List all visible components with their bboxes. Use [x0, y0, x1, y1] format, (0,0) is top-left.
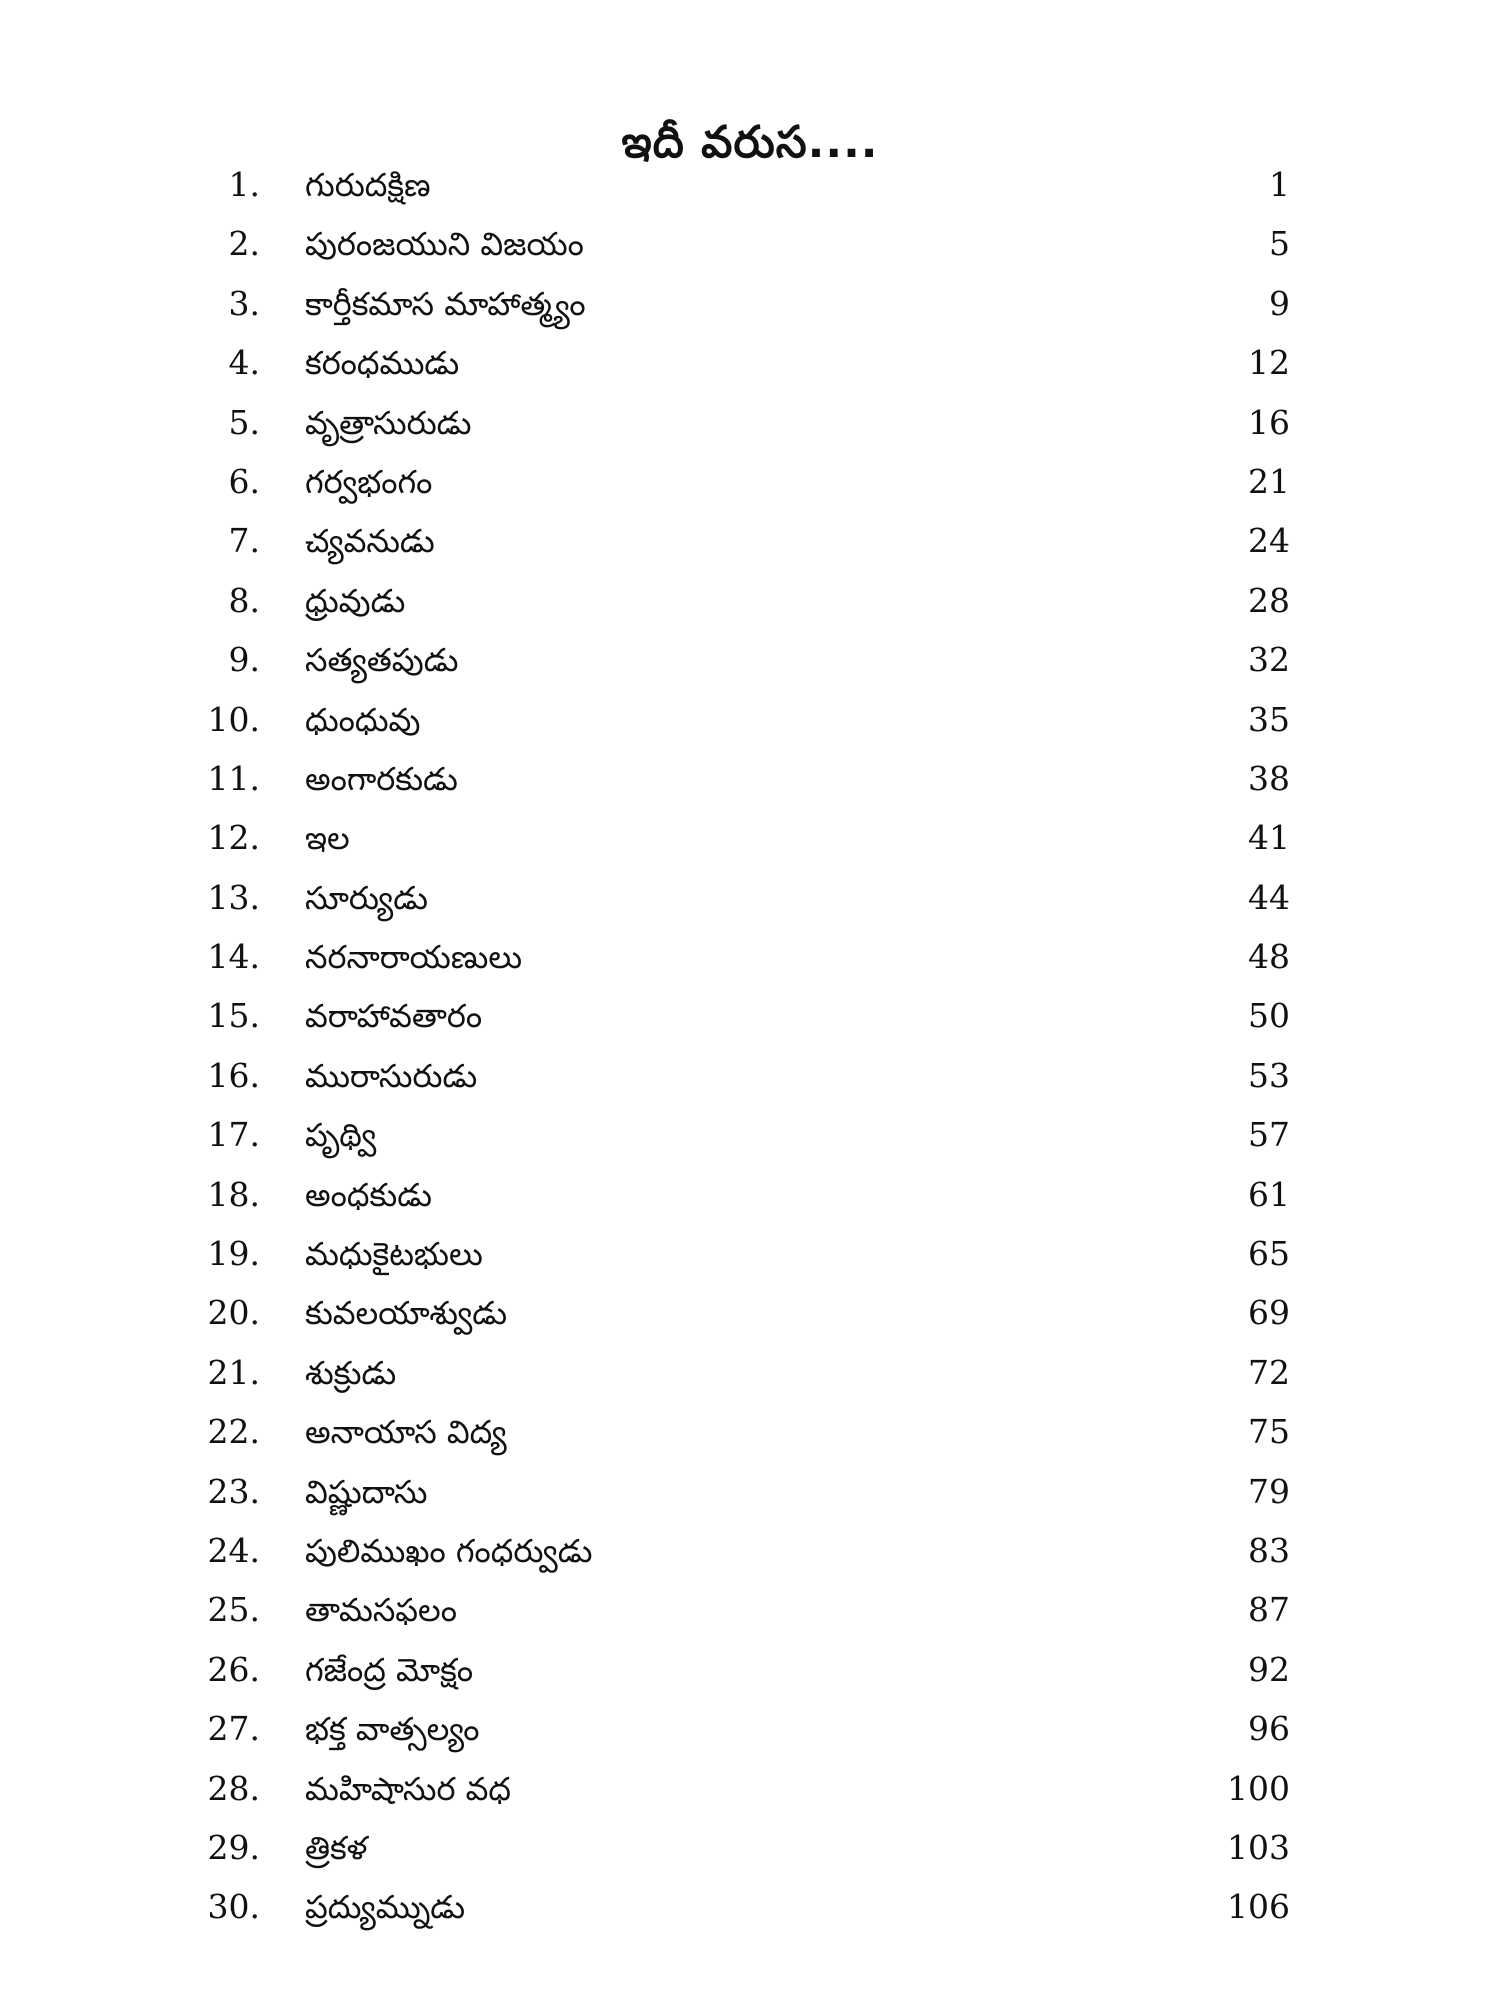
toc-entry-title: అంగారకుడు: [305, 759, 458, 798]
toc-entry: [0, 511, 1500, 570]
toc-entry-title: మధుకైటభులు: [305, 1235, 483, 1274]
toc-entry-page-number: 9: [1269, 283, 1290, 323]
toc-entry-number: 25.: [207, 1590, 260, 1630]
toc-entry-number: 14.: [207, 937, 260, 977]
toc-entry: [0, 1759, 1500, 1818]
toc-entry-number: 5.: [228, 402, 260, 442]
toc-entry-page-number: 21: [1248, 461, 1290, 501]
toc-entry: [0, 927, 1500, 986]
toc-entry-page-number: 35: [1248, 699, 1290, 739]
toc-entry-number: 28.: [207, 1768, 260, 1808]
toc-entry-number: 23.: [207, 1471, 260, 1511]
toc-entry-title: గర్వభంగం: [305, 462, 433, 501]
toc-entry-title: శుక్రుడు: [305, 1353, 397, 1392]
toc-entry: [0, 214, 1500, 273]
toc-entry: [0, 1046, 1500, 1105]
toc-entry-title: సత్యతపుడు: [305, 641, 459, 680]
toc-entry: [0, 1224, 1500, 1283]
toc-entry-page-number: 32: [1248, 640, 1290, 680]
toc-entry-page-number: 65: [1248, 1234, 1290, 1274]
toc-entry-title: పులిముఖం గంధర్వుడు: [305, 1531, 593, 1570]
toc-entry: [0, 1521, 1500, 1580]
toc-entry-number: 13.: [207, 877, 260, 917]
toc-entry-page-number: 75: [1248, 1412, 1290, 1452]
toc-entry-page-number: 100: [1227, 1768, 1290, 1808]
toc-entry-number: 8.: [228, 580, 260, 620]
toc-entry-title: పృథ్వి: [305, 1116, 377, 1155]
toc-entry-number: 12.: [207, 818, 260, 858]
toc-entry-page-number: 92: [1248, 1649, 1290, 1689]
toc-entry: [0, 274, 1500, 333]
toc-entry-page-number: 12: [1248, 343, 1290, 383]
toc-entry-title: నరనారాయణులు: [305, 938, 523, 977]
toc-entry: [0, 808, 1500, 867]
toc-entry: [0, 1462, 1500, 1521]
toc-entry-title: ఇల: [305, 819, 350, 858]
toc-entry: [0, 1580, 1500, 1639]
toc-entry-title: కార్తీకమాస మాహాత్మ్యం: [305, 284, 586, 323]
toc-entry-title: తామసఫలం: [305, 1591, 457, 1630]
toc-entry: [0, 1818, 1500, 1877]
toc-entry-number: 30.: [207, 1887, 260, 1927]
toc-entry-number: 16.: [207, 1055, 260, 1095]
toc-entry-title: అంధకుడు: [305, 1175, 432, 1214]
toc-entry-title: గజేంద్ర మోక్షం: [305, 1650, 474, 1689]
toc-entry: [0, 1877, 1500, 1936]
toc-entry-page-number: 72: [1248, 1352, 1290, 1392]
toc-entry: [0, 1699, 1500, 1758]
toc-entry: [0, 749, 1500, 808]
toc-entry-title: వృత్రాసురుడు: [305, 403, 472, 442]
toc-entry-page-number: 53: [1248, 1055, 1290, 1095]
toc-entry-title: అనాయాస విద్య: [305, 1413, 507, 1452]
toc-entry-number: 29.: [207, 1827, 260, 1867]
toc-entry-title: ప్రద్యుమ్నుడు: [305, 1888, 466, 1927]
toc-entry-number: 18.: [207, 1174, 260, 1214]
toc-entry-number: 15.: [207, 996, 260, 1036]
toc-entry-title: ధుంధువు: [305, 700, 421, 739]
toc-entry-number: 11.: [207, 758, 260, 798]
toc-entry-page-number: 57: [1248, 1115, 1290, 1155]
toc-entry-number: 26.: [207, 1649, 260, 1689]
toc-entry-number: 22.: [207, 1412, 260, 1452]
toc-entry: [0, 986, 1500, 1045]
toc-entry-title: వరాహావతారం: [305, 997, 483, 1036]
toc-entry-number: 3.: [228, 283, 260, 323]
toc-entry-page-number: 16: [1248, 402, 1290, 442]
toc-entry-title: మహిషాసుర వధ: [305, 1769, 511, 1808]
toc-entry-title: విష్ణుదాసు: [305, 1472, 428, 1511]
toc-entry-number: 21.: [207, 1352, 260, 1392]
toc-entry: [0, 1343, 1500, 1402]
toc-entry-page-number: 41: [1248, 818, 1290, 858]
toc-entry: [0, 1640, 1500, 1699]
toc-entry-title: కువలయాశ్వుడు: [305, 1294, 508, 1333]
page-title: ఇదీ వరుస....: [621, 117, 879, 169]
toc-entry-page-number: 38: [1248, 758, 1290, 798]
toc-entry-title: చ్యవనుడు: [305, 522, 435, 561]
toc-entry-number: 19.: [207, 1234, 260, 1274]
toc-entry-title: గురుదక్షిణ: [305, 166, 431, 204]
toc-entry-title: మురాసురుడు: [305, 1056, 478, 1095]
toc-entry: [0, 1402, 1500, 1461]
toc-entry-page-number: 28: [1248, 580, 1290, 620]
toc-entry: [0, 1283, 1500, 1342]
toc-entry-number: 10.: [207, 699, 260, 739]
toc-entry-number: 6.: [228, 461, 260, 501]
toc-entry-page-number: 106: [1227, 1887, 1290, 1927]
toc-entry-page-number: 87: [1248, 1590, 1290, 1630]
toc-entry-page-number: 61: [1248, 1174, 1290, 1214]
toc-entry-page-number: 103: [1227, 1827, 1290, 1867]
toc-entry-page-number: 5: [1269, 224, 1290, 264]
toc-entry-title: కరంధముడు: [305, 344, 460, 383]
toc-entry-number: 24.: [207, 1530, 260, 1570]
toc-entry: [0, 393, 1500, 452]
table-of-contents: [0, 155, 1500, 1937]
toc-entry-page-number: 96: [1248, 1709, 1290, 1749]
toc-entry: [0, 571, 1500, 630]
toc-entry: [0, 690, 1500, 749]
toc-entry-page-number: 24: [1248, 521, 1290, 561]
toc-entry-page-number: 50: [1248, 996, 1290, 1036]
toc-entry-number: 20.: [207, 1293, 260, 1333]
toc-entry-number: 4.: [228, 343, 260, 383]
toc-entry-title: త్రికళ: [305, 1828, 368, 1867]
toc-entry: [0, 868, 1500, 927]
toc-entry-number: 7.: [228, 521, 260, 561]
toc-entry-number: 17.: [207, 1115, 260, 1155]
toc-entry-title: భక్త వాత్సల్యం: [305, 1710, 480, 1749]
toc-entry-page-number: 79: [1248, 1471, 1290, 1511]
toc-entry: [0, 630, 1500, 689]
toc-entry-title: ధ్రువుడు: [305, 581, 406, 620]
toc-entry: [0, 333, 1500, 392]
toc-entry: [0, 452, 1500, 511]
toc-entry-number: 1.: [228, 165, 260, 204]
toc-entry-number: 2.: [228, 224, 260, 264]
toc-entry-number: 27.: [207, 1709, 260, 1749]
toc-entry-page-number: 69: [1248, 1293, 1290, 1333]
toc-entry-page-number: 44: [1248, 877, 1290, 917]
toc-entry-page-number: 1: [1269, 165, 1290, 204]
toc-entry: [0, 1105, 1500, 1164]
toc-entry-page-number: 48: [1248, 937, 1290, 977]
toc-entry-title: సూర్యుడు: [305, 878, 428, 917]
toc-entry-page-number: 83: [1248, 1530, 1290, 1570]
toc-entry-title: పురంజయుని విజయం: [305, 225, 584, 264]
toc-entry: [0, 1165, 1500, 1224]
toc-entry: [0, 155, 1500, 214]
toc-entry-number: 9.: [228, 640, 260, 680]
